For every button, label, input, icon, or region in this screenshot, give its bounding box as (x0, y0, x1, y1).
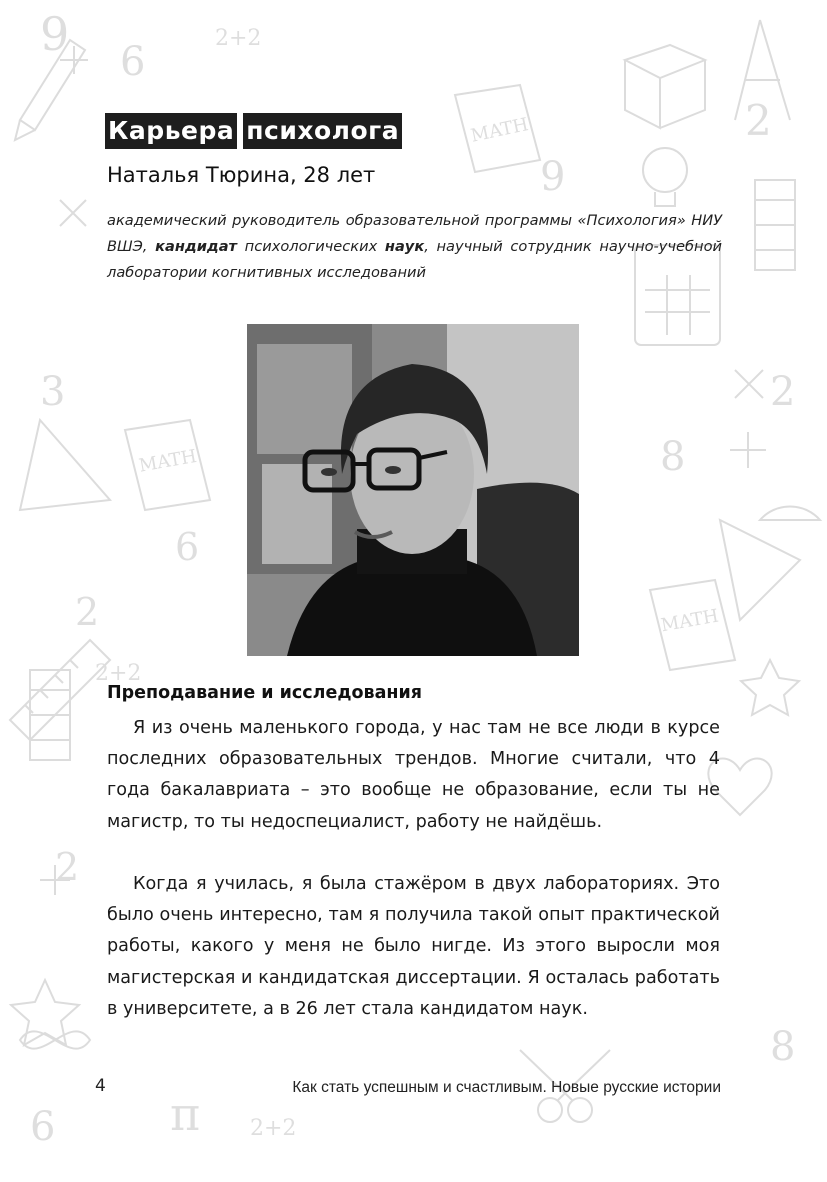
role-emphasis: кандидат (155, 238, 238, 255)
running-footer-title: Как стать успешным и счастливым. Новые русские истории (292, 1079, 721, 1096)
svg-text:MATH: MATH (468, 114, 531, 147)
svg-text:6: 6 (175, 525, 200, 569)
portrait-illustration (247, 324, 579, 656)
svg-text:8: 8 (770, 1024, 796, 1070)
svg-text:2: 2 (75, 590, 100, 634)
svg-text:π: π (170, 1087, 201, 1141)
svg-text:6: 6 (120, 39, 146, 85)
role-emphasis: наук (384, 238, 425, 255)
svg-text:MATH: MATH (137, 445, 199, 477)
article-subheading: Преподавание и исследования (107, 683, 422, 703)
svg-text:9: 9 (540, 154, 566, 200)
role-text: психологических (237, 238, 385, 255)
svg-text:2+2: 2+2 (215, 26, 262, 51)
svg-text:8: 8 (660, 434, 686, 480)
svg-text:2+2: 2+2 (250, 1116, 297, 1141)
article-paragraph: Я из очень маленького города, у нас там не все люди в курсе последних образовательных трендов. Многие считали, что 4 года бакалавриата – это вообще не образование, если ты не магистр, то ты недоспециалист, работу не найдёшь. (107, 718, 720, 832)
svg-text:9: 9 (40, 7, 70, 61)
svg-text:MATH: MATH (659, 605, 721, 637)
svg-text:3: 3 (40, 369, 66, 415)
svg-text:2: 2 (745, 96, 772, 145)
person-role (107, 208, 722, 286)
section-title (105, 113, 402, 149)
role-text: академический руководитель образовательной программы «Психология» НИУ ВШЭ, (107, 212, 722, 255)
person-name: Наталья Тюрина, 28 лет (107, 163, 376, 187)
svg-text:2+2: 2+2 (95, 661, 142, 686)
article-paragraph: Когда я училась, я была стажёром в двух лабораториях. Это было очень интересно, там я получила такой опыт практической работы, какого у меня не было нигде. Из этого выросли моя магистерская и кандидатская диссертации. Я осталась работать в университете, а в 26 лет стала кандидатом наук. (107, 874, 720, 1019)
portrait-photo (247, 324, 579, 656)
svg-text:2: 2 (770, 369, 796, 415)
section-title-word: Карьера (105, 113, 237, 149)
section-title-word: психолога (243, 113, 402, 149)
svg-text:6: 6 (30, 1104, 56, 1150)
svg-text:2: 2 (55, 845, 80, 889)
role-text: , научный сотрудник научно-учебной лаборатории когнитивных исследований (107, 238, 722, 281)
page-number: 4 (95, 1076, 106, 1096)
